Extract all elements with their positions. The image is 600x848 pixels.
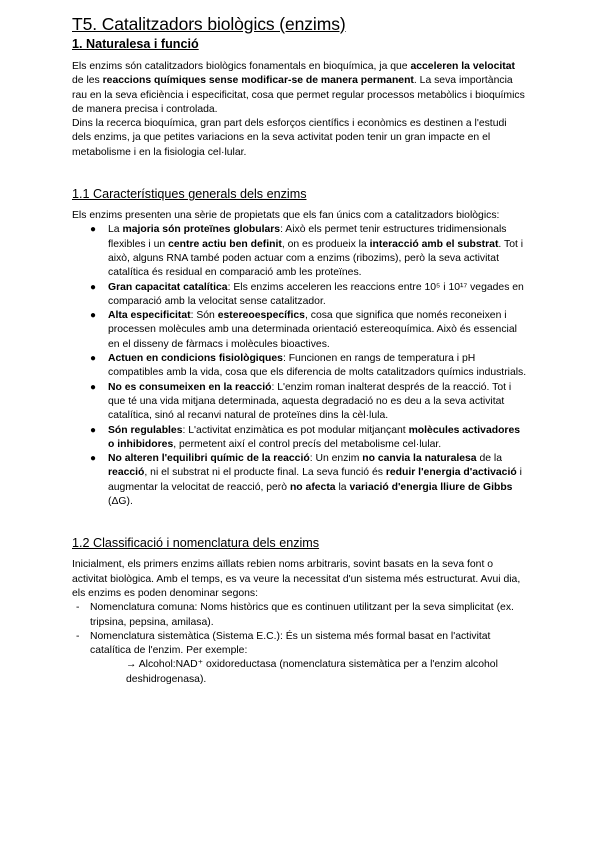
paragraph-caracteristiques-intro: Els enzims presenten una sèrie de propietats que els fan únics com a catalitzadors biològics:	[72, 210, 500, 222]
nomenclature-list	[72, 601, 528, 658]
bold-text: Són regulables	[108, 424, 183, 436]
bullet-icon: ●	[90, 353, 97, 365]
bold-text: Alta especificitat	[108, 310, 191, 322]
list-item	[90, 452, 528, 509]
text-run: : Un enzim	[309, 453, 363, 465]
paragraph-classificacio-intro: Inicialment, els primers enzims aïllats rebien noms arbitraris, sovint basats en la seva font o activitat biològica. Amb el temps, es va veure la necessitat d'un sistema més estructurat. Avui dia, els enzims es poden denominar segons:	[72, 559, 521, 599]
document-page	[72, 14, 528, 687]
bold-text: No es consumeixen en la reacció	[108, 381, 272, 393]
nomenclature-example: → Alcohol:NAD⁺ oxidoreductasa (nomenclatura sistemàtica per a l'enzim alcohol deshidrogenasa).	[126, 659, 498, 685]
list-item-text	[108, 224, 523, 278]
text-run: : Això els permet tenir estructures tridimensionals flexibles i un	[108, 224, 507, 250]
list-item-text: Nomenclatura sistemàtica (Sistema E.C.): És un sistema més formal basat en l'activitat catalítica de l'enzim. Per exemple:	[90, 630, 491, 657]
bold-text: no canvia la naturalesa	[362, 453, 477, 465]
text-run: , permetent així el control precís del metabolisme cel·lular.	[173, 438, 442, 450]
bold-text: reacció	[108, 467, 145, 479]
bold-text: majoria són proteïnes globulars	[122, 224, 281, 236]
text-run: . Tot i això, alguns RNA també poden actuar com a enzims (ribozims), però la seva activitat catalítica és residual en comparació amb les proteïnes.	[108, 238, 524, 279]
text-run: . La seva importància rau en la seva eficiència i especificitat, cosa que permet regular processos metabòlics i bioquímics de manera precisa i controlada.	[72, 75, 525, 115]
list-item-text	[108, 353, 526, 378]
paragraph-recerca: Dins la recerca bioquímica, gran part dels esforços científics i econòmics es destinen a l'estudi dels enzims, ja que petites variacions en la seva activitat poden tenir un gran impacte en el metabolisme i en la fisiologia cel·lular.	[72, 118, 507, 158]
bold-text: reduir l'energia d'activació	[385, 467, 517, 479]
text-run: : Són	[190, 310, 218, 322]
bold-text: centre actiu ben definit	[168, 238, 282, 250]
bold-text: acceleren la velocitat	[410, 61, 515, 72]
text-run: la	[335, 481, 350, 493]
text-run: , cosa que significa que només reconeixen i processen molècules amb una determinada orientació estereoquímica. Això és essencial en el disseny de fàrmacs i molècules bioactives.	[108, 310, 517, 350]
bullet-icon: ●	[90, 453, 97, 465]
list-item	[76, 601, 528, 630]
list-item	[90, 223, 528, 280]
bold-text: molècules activadores o inhibidores	[108, 424, 521, 450]
section-heading-caracteristiques: 1.1 Característiques generals dels enzims	[72, 187, 307, 202]
list-item	[76, 630, 528, 659]
list-item-text	[108, 453, 522, 507]
dash-icon: -	[76, 630, 80, 642]
section-heading-naturalesa: 1. Naturalesa i funció	[72, 37, 199, 51]
list-item-text	[108, 425, 520, 450]
dash-icon: -	[76, 602, 80, 614]
bold-text: reaccions químiques sense modificar-se de manera permanent	[102, 75, 414, 87]
list-item	[90, 381, 528, 424]
list-item	[90, 281, 528, 310]
bold-text: Gran capacitat catalítica	[108, 281, 228, 293]
text-run: de les	[72, 75, 103, 87]
list-item	[90, 424, 528, 453]
list-item-text: Nomenclatura comuna: Noms històrics que es continuen utilitzant per la seva simplicitat (ex. tripsina, pepsina, amilasa).	[90, 602, 514, 628]
text-run: , ni el substrat ni el producte final. La seva funció és	[144, 467, 386, 479]
bullet-icon: ●	[90, 224, 97, 236]
list-item-text	[108, 282, 524, 307]
text-run: , on es produeix la	[281, 238, 370, 250]
text-run: de la	[476, 453, 503, 465]
text-run: (ΔG).	[108, 496, 133, 508]
characteristics-list	[72, 223, 528, 509]
section-heading-classificacio: 1.2 Classificació i nomenclatura dels enzims	[72, 536, 320, 551]
bullet-icon: ●	[90, 424, 97, 436]
bold-text: variació d'energia lliure de Gibbs	[349, 481, 513, 493]
text-run: : L'enzim roman inalterat després de la reacció. Tot i que té una vida mitjana determinada, aquesta degradació no es deu a la seva activitat catalítica, sinó al recanvi natural de proteïnes dins la cèl·lula.	[108, 381, 512, 422]
text-run: : Funcionen en rangs de temperatura i pH compatibles amb la vida, cosa que els diferencia de molts catalitzadors químics industrials.	[108, 353, 527, 379]
list-item-text	[108, 382, 511, 422]
text-run: i augmentar la velocitat de reacció, però	[108, 467, 522, 493]
list-item	[90, 309, 528, 352]
bold-text: No alteren l'equilibri químic de la reacció	[108, 453, 310, 465]
bullet-icon: ●	[90, 310, 97, 322]
bullet-icon: ●	[90, 281, 97, 293]
bullet-icon: ●	[90, 381, 97, 393]
text-run: : Els enzims acceleren les reaccions entre 10⁵ i 10¹⁷ vegades en comparació amb la velocitat sense catalitzador.	[108, 281, 524, 307]
list-item-text	[108, 310, 517, 350]
bold-text: estereoespecífics	[217, 310, 305, 322]
paragraph-intro	[72, 60, 528, 117]
document-title: T5. Catalitzadors biològics (enzims)	[72, 14, 346, 34]
text-run: La	[108, 224, 123, 236]
bold-text: interacció amb el substrat	[369, 238, 499, 250]
text-run: : L'activitat enzimàtica es pot modular mitjançant	[182, 424, 409, 436]
list-item	[90, 352, 528, 381]
text-run: Els enzims són catalitzadors biològics fonamentals en bioquímica, ja que	[72, 61, 411, 72]
bold-text: no afecta	[289, 481, 336, 493]
bold-text: Actuen en condicions fisiològiques	[108, 353, 283, 365]
